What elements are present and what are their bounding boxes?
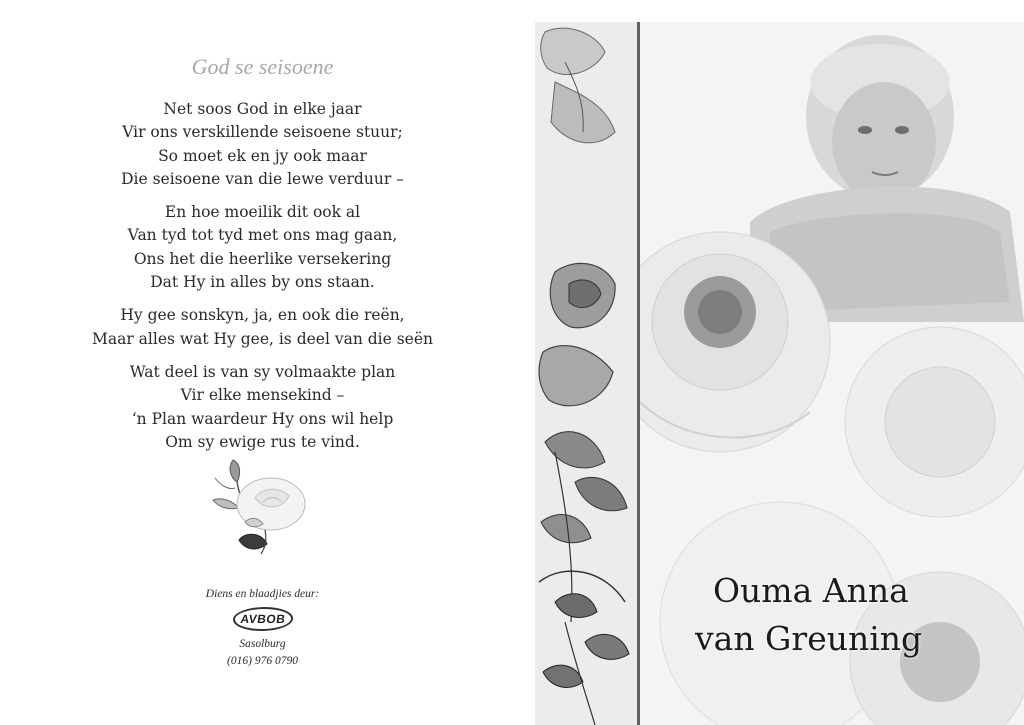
funeral-home-credit [0,588,525,670]
poem-stanza-1 [0,98,525,191]
poem-line: Die seisoene van die lewe verduur – [121,169,404,188]
poem-body [0,98,525,464]
poem-line: Net soos God in elke jaar [163,100,362,118]
avbob-logo: AVBOB [231,607,294,631]
cover-page [535,22,1024,725]
poem-stanza-2 [0,201,525,294]
poem-line: Vir elke mensekind – [180,386,345,405]
poem-line: Vir ons verskillende seisoene stuur; [122,123,403,142]
rose-illustration [205,448,315,563]
poem-line: Van tyd tot tyd met ons mag gaan, [127,226,398,245]
poem-line: So moet ek en jy ook maar [158,146,367,165]
deceased-name [695,567,1015,663]
name-line-2: van Greuning [695,619,923,658]
poem-line: En hoe moeilik dit ook al [164,203,361,222]
poem-line: Ons het die heerlike versekering [133,249,392,268]
credit-line: Diens en blaadjies deur: [205,588,320,600]
name-line-1: Ouma Anna [713,571,909,610]
poem-line: Dat Hy in alles by ons staan. [150,273,375,292]
poem-line: Wat deel is van sy volmaakte plan [129,362,396,381]
poem-line: Maar alles wat Hy gee, is deel van die seën [91,329,434,348]
poem-stanza-3 [0,304,525,351]
credit-town: Sasolburg [239,638,286,650]
floral-strip-illustration [535,22,637,725]
credit-phone: (016) 976 0790 [227,655,298,667]
poem-line: ‘n Plan waardeur Hy ons wil help [131,409,394,428]
poem-stanza-4 [0,361,525,454]
poem-title: God se seisoene [191,54,334,79]
poem-line: Hy gee sonskyn, ja, en ook die reën, [120,306,405,325]
poem-line: Om sy ewige rus te vind. [165,432,360,451]
